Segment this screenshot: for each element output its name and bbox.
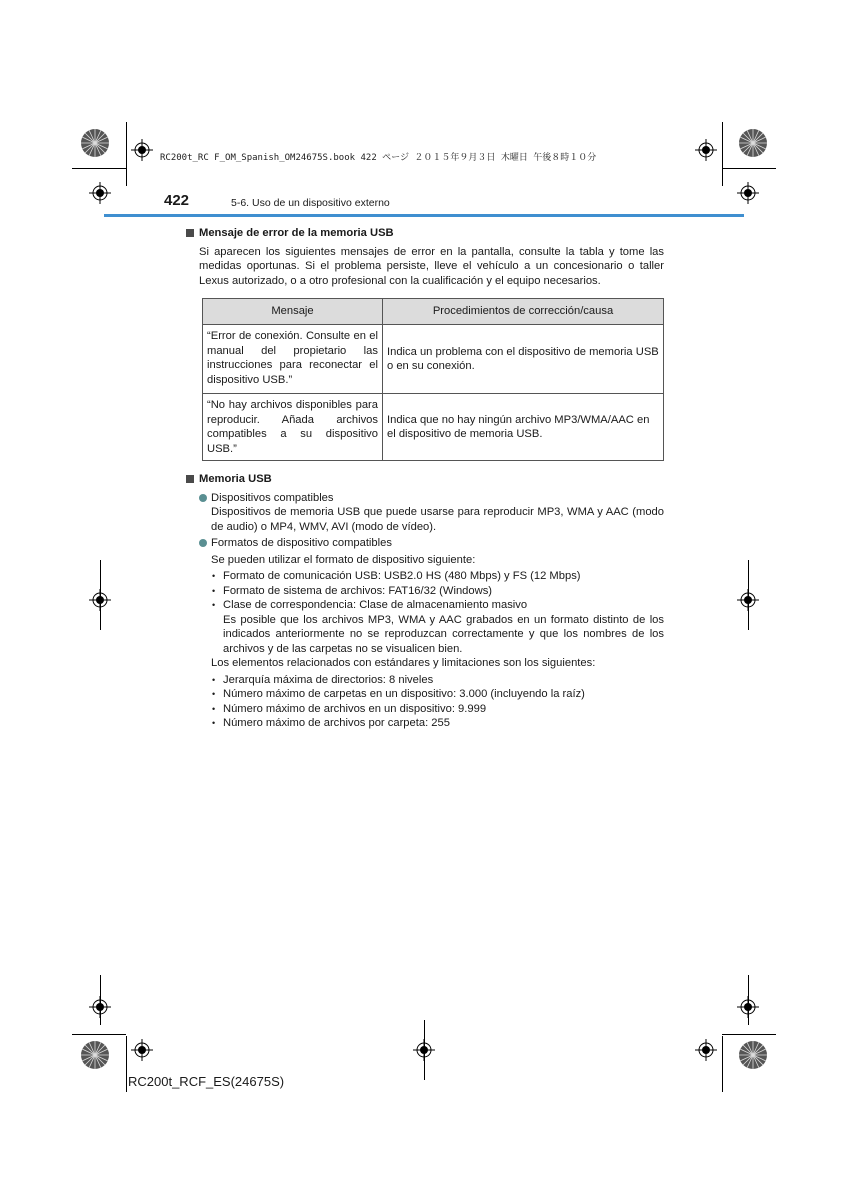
registration-mark-icon: [695, 1039, 717, 1061]
crop-mark: [126, 122, 127, 186]
table-cell: Indica un problema con el dispositivo de memoria USB o en su conexión.: [383, 325, 664, 394]
star-target-icon: [80, 128, 110, 158]
subheading-text: Dispositivos compatibles: [211, 491, 334, 504]
crop-mark: [126, 1036, 127, 1092]
device-formats-heading: [199, 536, 664, 551]
table-cell: “Error de conexión. Consulte en el manual del propietario las instrucciones para reconectar el dispositivo USB.”: [203, 325, 383, 394]
star-target-icon: [738, 128, 768, 158]
list-item: • Clase de correspondencia: Clase de almacenamiento masivo: [211, 598, 664, 613]
list-item: • Número máximo de archivos por carpeta: 255: [211, 716, 664, 731]
table-row: [203, 325, 664, 394]
crop-mark: [722, 1034, 776, 1035]
square-bullet-icon: [186, 475, 194, 483]
star-target-icon: [80, 1040, 110, 1070]
error-table: [202, 298, 664, 461]
usb-memory-section: [186, 472, 664, 731]
registration-mark-icon: [737, 996, 759, 1018]
usb-memory-heading: [186, 472, 664, 487]
subheading-text: Formatos de dispositivo compatibles: [211, 537, 392, 549]
page-number: 422: [164, 192, 190, 209]
registration-mark-icon: [737, 589, 759, 611]
table-header: Procedimientos de corrección/causa: [383, 299, 664, 325]
usb-error-intro: Si aparecen los siguientes mensajes de error en la pantalla, consulte la tabla y tome las medidas oportunas. Si el problema persiste, lleve el vehículo a un concesionario o taller Lexus autorizado, o a otro profesional con la cualificación y el equipo necesarios.: [199, 245, 664, 287]
list-item: • Número máximo de carpetas en un dispositivo: 3.000 (incluyendo la raíz): [211, 687, 664, 702]
table-row: [203, 394, 664, 461]
page-content: [186, 226, 664, 731]
print-info-line: RC200t_RC F_OM_Spanish_OM24675S.book 422 ページ ２０１５年９月３日 木曜日 午後８時１０分: [160, 153, 597, 163]
format-list: [211, 569, 664, 613]
crop-mark: [72, 168, 126, 169]
registration-mark-icon: [737, 182, 759, 204]
registration-mark-icon: [131, 139, 153, 161]
header-rule: [104, 214, 744, 217]
usb-error-heading: [186, 226, 664, 241]
star-target-icon: [738, 1040, 768, 1070]
compatible-devices-heading: [199, 491, 664, 506]
crop-mark: [722, 168, 776, 169]
registration-mark-icon: [413, 1039, 435, 1061]
round-bullet-icon: [199, 539, 207, 547]
table-cell: Indica que no hay ningún archivo MP3/WMA/AAC en el dispositivo de memoria USB.: [383, 394, 664, 461]
table-header: Mensaje: [203, 299, 383, 325]
list-item: • Número máximo de archivos en un dispositivo: 9.999: [211, 702, 664, 717]
crop-mark: [722, 122, 723, 186]
heading-text: Memoria USB: [199, 473, 272, 485]
registration-mark-icon: [89, 996, 111, 1018]
document-code: RC200t_RCF_ES(24675S): [128, 1074, 285, 1089]
crop-mark: [72, 1034, 126, 1035]
round-bullet-icon: [199, 494, 207, 502]
table-cell: “No hay archivos disponibles para reproducir. Añada archivos compatibles a su dispositivo USB.”: [203, 394, 383, 461]
square-bullet-icon: [186, 229, 194, 237]
list-item: • Formato de comunicación USB: USB2.0 HS (480 Mbps) y FS (12 Mbps): [211, 569, 664, 584]
list-item: • Formato de sistema de archivos: FAT16/32 (Windows): [211, 584, 664, 599]
section-title: 5-6. Uso de un dispositivo externo: [231, 197, 390, 209]
table-header-row: [203, 299, 664, 325]
list-item: • Jerarquía máxima de directorios: 8 niveles: [211, 673, 664, 688]
heading-text: Mensaje de error de la memoria USB: [199, 227, 394, 239]
registration-mark-icon: [131, 1039, 153, 1061]
compatible-devices-text: Dispositivos de memoria USB que puede usarse para reproducir MP3, WMA y AAC (modo de audio) o MP4, WMV, AVI (modo de vídeo).: [211, 506, 664, 533]
registration-mark-icon: [695, 139, 717, 161]
format-note: Es posible que los archivos MP3, WMA y AAC grabados en un formato distinto de los indicados anteriormente no se reproduzcan correctamente y que los nombres de los archivos y de las carpetas no se visualicen bien.: [223, 613, 664, 655]
limits-list: [211, 673, 664, 731]
limits-intro: Los elementos relacionados con estándares y limitaciones son los siguientes:: [211, 657, 596, 669]
registration-mark-icon: [89, 182, 111, 204]
crop-mark: [722, 1036, 723, 1092]
device-formats-intro: Se pueden utilizar el formato de dispositivo siguiente:: [211, 553, 476, 566]
registration-mark-icon: [89, 589, 111, 611]
